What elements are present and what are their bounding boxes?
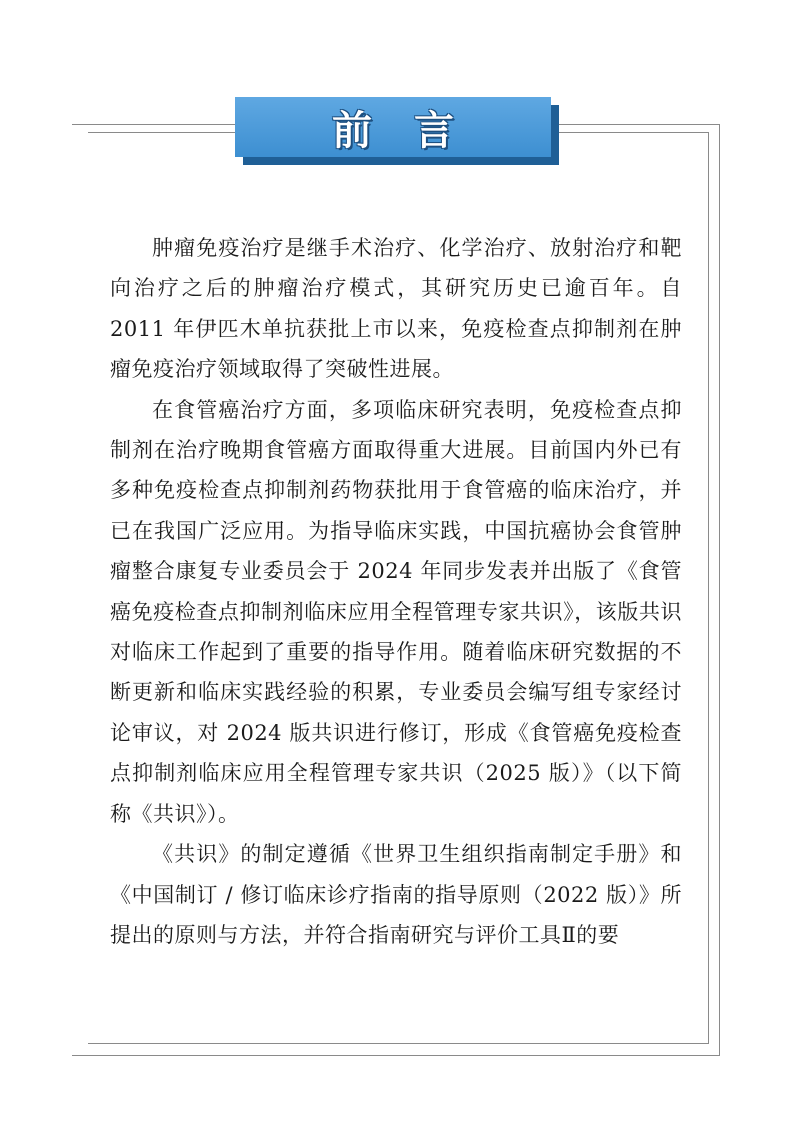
frame-right-inner-line <box>708 132 709 1044</box>
frame-bottom-outer-line <box>72 1055 720 1056</box>
frame-right-outer-line <box>719 124 720 1056</box>
title-banner <box>235 97 551 157</box>
paragraph-2: 在食管癌治疗方面，多项临床研究表明，免疫检查点抑制剂在治疗晚期食管癌方面取得重大进展。目前国内外已有多种免疫检查点抑制剂药物获批用于食管癌的临床治疗，并已在我国广泛应用。为指导临床实践，中国抗癌协会食管肿瘤整合康复专业委员会于 2024 年同步发表并出版了《食管癌免疫检查点抑制剂临床应用全程管理专家共识》，该版共识对临床工作起到了重要的指导作用。随着临床研究数据的不断更新和临床实践经验的积累，专业委员会编写组专家经讨论审议，对 2024 版共识进行修订，形成《食管癌免疫检查点抑制剂临床应用全程管理专家共识（2025 版）》（以下简称《共识》）。 <box>110 397 682 826</box>
paragraph-3: 《共识》的制定遵循《世界卫生组织指南制定手册》和《中国制订 / 修订临床诊疗指南的指导原则（2022 版）》所提出的原则与方法，并符合指南研究与评价工具Ⅱ的要 <box>110 842 682 947</box>
frame-bottom-inner-line <box>88 1043 709 1044</box>
page-title: 前言 <box>332 107 496 154</box>
paragraph-1: 肿瘤免疫治疗是继手术治疗、化学治疗、放射治疗和靶向治疗之后的肿瘤治疗模式，其研究历史已逾百年。自 2011 年伊匹木单抗获批上市以来，免疫检查点抑制剂在肿瘤免疫治疗领域取得了突破性进展。 <box>110 236 682 382</box>
preface-body <box>110 228 682 955</box>
